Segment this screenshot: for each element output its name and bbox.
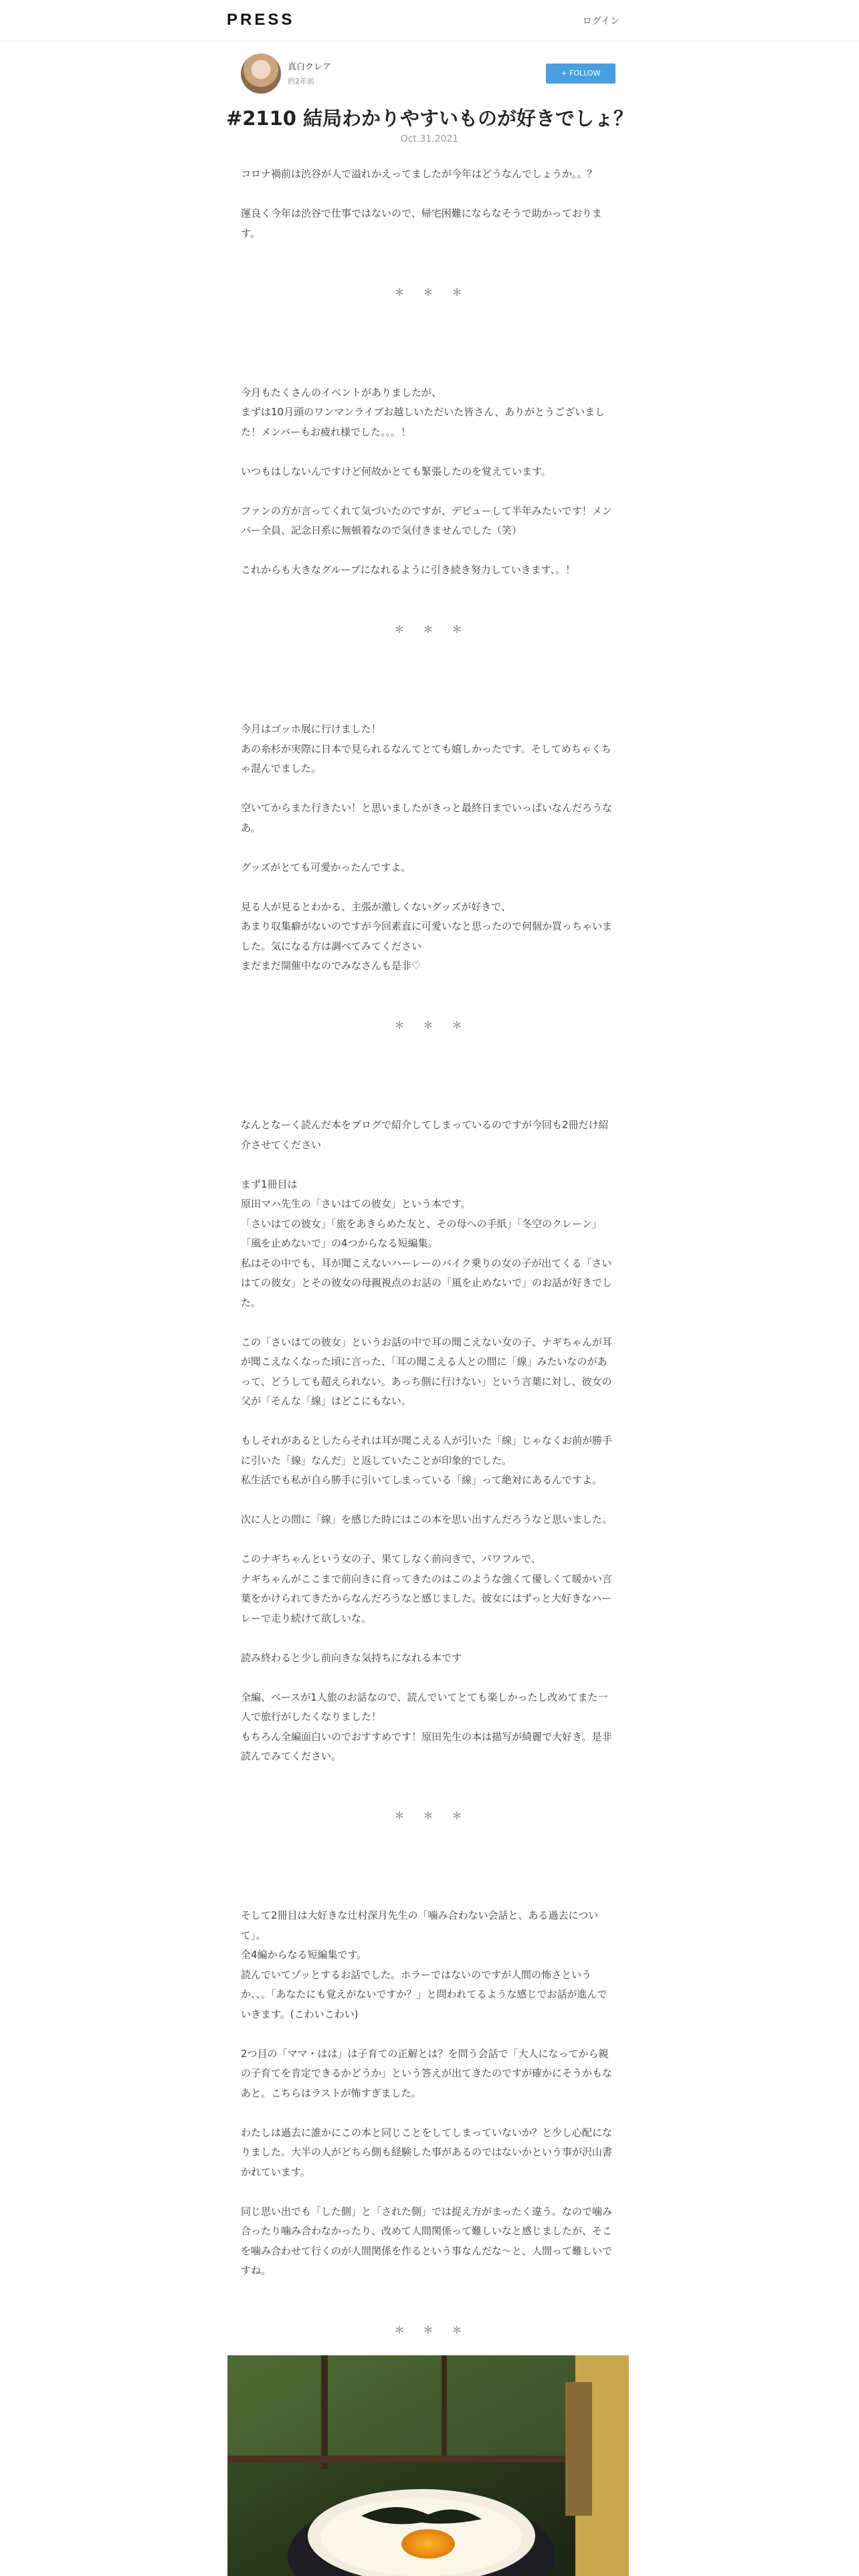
paragraph: この「さいはての彼女」というお話の中で耳の聞こえない女の子、ナギちゃんが耳が聞こえなくなった頃に言った、「耳の聞こえる人との間に「線」みたいなのがあって、どうしても超えられない。あっち側に行けない」という言葉に対し、彼女の父が「そんな「線」はどこにもない。 bbox=[241, 1335, 613, 1407]
author-block bbox=[241, 53, 615, 95]
paragraph: これからも大きなグループになれるように引き続き努力していきます、。！ bbox=[241, 564, 576, 576]
paragraph: 同じ思い出でも「した側」と「された側」では捉え方がまったく違う。なので噛み合ったり噛み合わなかったり、改めて人間関係って難しいなと感じましたが、そこを噛み合わせて行くのが人間関係を作るという事なんだな〜と、人間って難しいですね。 bbox=[241, 2205, 613, 2276]
paragraph: 見る人が見るとわかる、主張が激しくないグッズが好きで、 あまり収集癖がないのですが今回素直に可愛いなと思ったので何個か買っちゃいました。気になる方は調べてみてください まだまだ開催中なのでみなさんも是非♡ bbox=[241, 900, 613, 972]
section-separator: ＊＊＊ bbox=[394, 286, 481, 298]
section-separator: ＊＊＊ bbox=[394, 1809, 481, 1822]
ramen-photo bbox=[227, 2355, 629, 2576]
paragraph: グッズがとても可愛かったんですよ。 bbox=[241, 861, 411, 873]
paragraph: 今月はゴッホ展に行けました！ あの糸杉が実際に日本で見られるなんてとても嬉しかったです。そしてめちゃくちゃ混んでました。 bbox=[241, 723, 611, 774]
paragraph: ファンの方が言ってくれて気づいたのですが、デビューして半年みたいです！メンバー全員、記念日系に無頓着なので気付きませんでした（笑） bbox=[241, 504, 612, 536]
paragraph: もしそれがあるとしたらそれは耳が聞こえる人が引いた「線」じゃなくお前が勝手に引いた「線」なんだ」と返していたことが印象的でした。 私生活でも私が自ら勝手に引いてしまっている「線」って絶対にあるんですよ。 bbox=[241, 1434, 613, 1486]
press-logo[interactable]: PRESS bbox=[227, 11, 295, 29]
post-title: #2110 結局わかりやすいものが好きでしょ？ bbox=[225, 107, 634, 130]
paragraph: 全編、ベースが1人旅のお話なので、読んでいてとても楽しかったし改めてまた一人で旅行がしたくなりました！ もちろん全編面白いのでおすすめです！原田先生の本は描写が綺麗で大好き。是非読んでみてください。 bbox=[241, 1691, 612, 1762]
paragraph: 次に人との間に「線」を感じた時にはこの本を思い出すんだろうなと思いました。 bbox=[241, 1513, 613, 1525]
paragraph: 2つ目の「ママ・はは」は子育ての正解とは？を問う会話で「大人になってから親の子育てを肯定できるかどうか」という答えが出てきたのですが確かにそうかもなあと。こちらはラストが怖すぎました。 bbox=[241, 2047, 613, 2099]
paragraph: いつもはしないんですけど何故かとても緊張したのを覚えています。 bbox=[241, 465, 551, 477]
follow-button[interactable]: + FOLLOW bbox=[546, 64, 615, 84]
paragraph: そして2冊目は大好きな辻村深月先生の「噛み合わない会話と、ある過去について」。 全4編からなる短編集です。 読んでいてゾッとするお話でした。ホラーではないのですが人間の怖さというか、、。「あなたにも覚えがないですか？」と問われてるような感じでお話が進んでいきます。(こわいこわい) bbox=[241, 1909, 607, 2020]
author-avatar[interactable] bbox=[241, 53, 281, 94]
section-separator: ＊＊＊ bbox=[394, 1018, 481, 1031]
paragraph: 今月もたくさんのイベントがありましたが、 まずは10月頭のワンマンライブお越しいただいた皆さん、ありがとうございました！メンバーもお疲れ様でした。。。！ bbox=[241, 386, 605, 438]
paragraph: このナギちゃんという女の子、果てしなく前向きで、パワフルで、 ナギちゃんがここまで前向きに育ってきたのはこのような強くて優しくて暖かい言葉をかけられてきたからなんだろうなと感じました。彼女にはずっと大好きなハーレーで走り続けて欲しいな。 bbox=[241, 1553, 613, 1624]
paragraph: まず1冊目は 原田マハ先生の「さいはての彼女」という本です。 「さいはての彼女」「旅をあきらめた友と、その母への手紙」「冬空のクレーン」「風を止めないで」の4つからなる短編集。 私はその中でも、耳が聞こえないハーレーのバイク乗りの女の子が出てくる「さいはての彼女」とその彼女の母親視点のお話の「風を止めないで」のお話が好きでした。 bbox=[241, 1178, 613, 1309]
post-relative-time: 約2年前 bbox=[288, 77, 314, 86]
paragraph: わたしは過去に誰かにこの本と同じことをしてしまっていないか？と少し心配になりました。大半の人がどちら側も経験した事があるのではないかという事が沢山書かれています。 bbox=[241, 2126, 613, 2178]
author-name[interactable]: 真白クレア bbox=[288, 62, 332, 72]
ramen-photo-illustration bbox=[227, 2355, 629, 2576]
paragraph: 運良く今年は渋谷で仕事ではないので、帰宅困難にならなそうで助かっております。 bbox=[241, 207, 602, 239]
paragraph: 読み終わると少し前向きな気持ちになれる本です bbox=[241, 1651, 462, 1664]
top-navigation-bar bbox=[0, 0, 859, 41]
login-link[interactable]: ログイン bbox=[582, 16, 619, 27]
section-separator: ＊＊＊ bbox=[394, 2323, 481, 2336]
article-body bbox=[241, 165, 615, 2480]
paragraph: なんとなーく読んだ本をブログで紹介してしまっているのですが今回も2冊だけ紹介させてください bbox=[241, 1119, 609, 1151]
paragraph: 空いてからまた行きたい！と思いましたがきっと最終日までいっぱいなんだろうなあ。 bbox=[241, 802, 613, 834]
paragraph: コロナ禍前は渋谷が人で溢れかえってましたが今年はどうなんでしょうか。。？ bbox=[241, 168, 597, 180]
section-separator: ＊＊＊ bbox=[394, 623, 481, 635]
post-date: Oct.31.2021 bbox=[400, 134, 459, 144]
